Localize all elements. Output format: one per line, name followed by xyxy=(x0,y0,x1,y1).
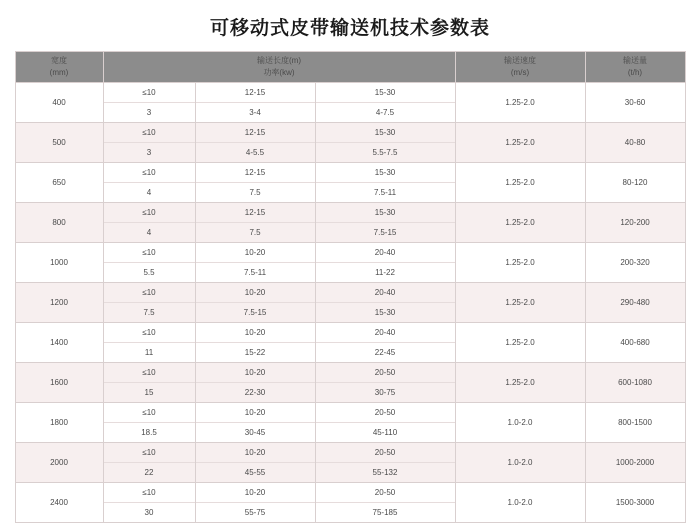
cell-group-1-length: ≤10 xyxy=(104,403,195,423)
cell-capacity: 1500-3000 xyxy=(585,483,685,523)
cell-speed: 1.25-2.0 xyxy=(455,83,585,123)
cell-capacity: 200-320 xyxy=(585,243,685,283)
cell-group-3-power: 30-75 xyxy=(374,388,396,397)
cell-width: 800 xyxy=(15,203,103,243)
cell-speed: 1.25-2.0 xyxy=(455,123,585,163)
cell-group-1-length: ≤10 xyxy=(104,83,195,103)
cell-capacity: 600-1080 xyxy=(585,363,685,403)
cell-group-3-length: 20-50 xyxy=(316,363,455,383)
cell-speed: 1.25-2.0 xyxy=(455,203,585,243)
cell-group-3-power: 7.5-11 xyxy=(373,188,397,197)
cell-group-1 xyxy=(103,363,195,403)
table-row xyxy=(15,363,685,403)
cell-speed: 1.0-2.0 xyxy=(455,403,585,443)
table-row xyxy=(15,163,685,203)
cell-group-3-power: 75-185 xyxy=(372,508,398,517)
cell-group-2 xyxy=(195,323,315,363)
cell-speed: 1.25-2.0 xyxy=(455,363,585,403)
table-row xyxy=(15,203,685,243)
cell-group-3-length: 20-40 xyxy=(316,283,455,303)
cell-group-1-power: 11 xyxy=(144,348,154,357)
cell-group-3-length: 15-30 xyxy=(316,163,455,183)
header-speed-main: 输送速度 xyxy=(504,56,536,66)
cell-group-2 xyxy=(195,243,315,283)
cell-group-1-length: ≤10 xyxy=(104,243,195,263)
cell-group-3 xyxy=(315,363,455,403)
cell-width: 1600 xyxy=(15,363,103,403)
table-row xyxy=(15,83,685,123)
cell-group-1-length: ≤10 xyxy=(104,203,195,223)
page-title: 可移动式皮带输送机技术参数表 xyxy=(209,18,490,39)
cell-group-2-power: 55-75 xyxy=(244,508,266,517)
cell-capacity: 400-680 xyxy=(585,323,685,363)
cell-group-2-length: 12-15 xyxy=(196,83,315,103)
header-capacity xyxy=(585,52,685,83)
cell-group-1-length: ≤10 xyxy=(104,483,195,503)
cell-group-1-power: 22 xyxy=(144,468,154,477)
cell-group-3-length: 15-30 xyxy=(316,203,455,223)
cell-group-3 xyxy=(315,283,455,323)
cell-group-2 xyxy=(195,483,315,523)
cell-group-2-power: 7.5-11 xyxy=(243,268,267,277)
cell-group-2-power: 30-45 xyxy=(244,428,266,437)
cell-group-3-power: 4-7.5 xyxy=(375,108,395,117)
cell-group-2-length: 10-20 xyxy=(196,443,315,463)
cell-group-1 xyxy=(103,323,195,363)
cell-group-3-length: 20-50 xyxy=(316,483,455,503)
cell-group-1 xyxy=(103,243,195,283)
cell-group-2 xyxy=(195,403,315,443)
cell-group-2 xyxy=(195,203,315,243)
cell-group-2-power: 45-55 xyxy=(244,468,266,477)
spec-table xyxy=(15,51,686,523)
cell-group-1-power: 3 xyxy=(146,148,152,157)
cell-group-3 xyxy=(315,443,455,483)
cell-group-2 xyxy=(195,163,315,203)
cell-group-1-length: ≤10 xyxy=(104,123,195,143)
cell-group-3-power: 55-132 xyxy=(372,468,398,477)
cell-group-2-power: 22-30 xyxy=(244,388,266,397)
header-width-sub: (mm) xyxy=(49,68,69,77)
cell-group-3-length: 15-30 xyxy=(316,123,455,143)
cell-group-3-length: 15-30 xyxy=(316,83,455,103)
cell-group-2-length: 10-20 xyxy=(196,403,315,423)
cell-capacity: 80-120 xyxy=(585,163,685,203)
header-length-power xyxy=(103,52,455,83)
cell-group-3 xyxy=(315,323,455,363)
cell-group-2-power: 3-4 xyxy=(249,108,261,117)
cell-group-3-power: 5.5-7.5 xyxy=(372,148,398,157)
table-row xyxy=(15,123,685,163)
table-row xyxy=(15,243,685,283)
cell-group-1-power: 3 xyxy=(146,108,152,117)
cell-group-1-power: 4 xyxy=(146,188,152,197)
cell-group-1 xyxy=(103,123,195,163)
cell-width: 1400 xyxy=(15,323,103,363)
header-speed-sub: (m/s) xyxy=(510,68,530,77)
cell-group-2-power: 4-5.5 xyxy=(245,148,265,157)
cell-capacity: 30-60 xyxy=(585,83,685,123)
cell-group-3 xyxy=(315,163,455,203)
cell-speed: 1.25-2.0 xyxy=(455,243,585,283)
cell-group-1-power: 7.5 xyxy=(143,308,155,317)
cell-group-2-length: 10-20 xyxy=(196,323,315,343)
cell-group-3-length: 20-50 xyxy=(316,403,455,423)
header-capacity-main: 输送量 xyxy=(623,56,647,66)
cell-group-3 xyxy=(315,83,455,123)
header-width xyxy=(15,52,103,83)
cell-group-1-length: ≤10 xyxy=(104,283,195,303)
cell-width: 1000 xyxy=(15,243,103,283)
cell-group-2-length: 10-20 xyxy=(196,283,315,303)
cell-group-3-power: 45-110 xyxy=(372,428,398,437)
header-speed xyxy=(455,52,585,83)
cell-group-2-power: 15-22 xyxy=(244,348,266,357)
cell-group-1 xyxy=(103,403,195,443)
cell-group-2-length: 12-15 xyxy=(196,123,315,143)
cell-group-2-length: 12-15 xyxy=(196,163,315,183)
cell-group-1-power: 5.5 xyxy=(143,268,155,277)
cell-group-2-length: 10-20 xyxy=(196,483,315,503)
cell-group-3-length: 20-40 xyxy=(316,243,455,263)
cell-group-2-power: 7.5 xyxy=(249,188,261,197)
cell-group-2 xyxy=(195,123,315,163)
cell-group-1 xyxy=(103,203,195,243)
cell-group-1-power: 30 xyxy=(144,508,154,517)
cell-group-1 xyxy=(103,163,195,203)
header-row xyxy=(15,52,685,83)
cell-group-3-power: 15-30 xyxy=(374,308,396,317)
cell-group-1 xyxy=(103,283,195,323)
cell-group-3-length: 20-50 xyxy=(316,443,455,463)
cell-group-3 xyxy=(315,483,455,523)
cell-group-3-power: 22-45 xyxy=(374,348,396,357)
cell-capacity: 290-480 xyxy=(585,283,685,323)
cell-group-1-length: ≤10 xyxy=(104,363,195,383)
cell-group-3 xyxy=(315,203,455,243)
cell-group-2-length: 10-20 xyxy=(196,363,315,383)
cell-group-1-length: ≤10 xyxy=(104,443,195,463)
cell-group-1 xyxy=(103,83,195,123)
cell-width: 400 xyxy=(15,83,103,123)
cell-capacity: 40-80 xyxy=(585,123,685,163)
cell-group-2-length: 12-15 xyxy=(196,203,315,223)
table-row xyxy=(15,403,685,443)
cell-group-3 xyxy=(315,243,455,283)
cell-group-2 xyxy=(195,283,315,323)
cell-group-1-length: ≤10 xyxy=(104,323,195,343)
cell-group-1-length: ≤10 xyxy=(104,163,195,183)
cell-group-2 xyxy=(195,443,315,483)
cell-group-2 xyxy=(195,83,315,123)
cell-capacity: 800-1500 xyxy=(585,403,685,443)
cell-group-2-power: 7.5-15 xyxy=(243,308,267,317)
table-body xyxy=(15,83,685,523)
cell-width: 2000 xyxy=(15,443,103,483)
header-length-main: 输送长度(m) xyxy=(257,56,301,66)
cell-group-1-power: 18.5 xyxy=(141,428,157,437)
cell-speed: 1.25-2.0 xyxy=(455,163,585,203)
cell-group-1-power: 4 xyxy=(146,228,152,237)
header-capacity-sub: (t/h) xyxy=(627,68,643,77)
cell-group-1-power: 15 xyxy=(144,388,154,397)
cell-width: 1800 xyxy=(15,403,103,443)
table-header xyxy=(15,52,685,83)
cell-group-2-power: 7.5 xyxy=(249,228,261,237)
cell-speed: 1.0-2.0 xyxy=(455,483,585,523)
cell-width: 2400 xyxy=(15,483,103,523)
cell-group-2-length: 10-20 xyxy=(196,243,315,263)
cell-capacity: 120-200 xyxy=(585,203,685,243)
table-row xyxy=(15,483,685,523)
cell-width: 650 xyxy=(15,163,103,203)
cell-speed: 1.0-2.0 xyxy=(455,443,585,483)
cell-group-3-power: 11-22 xyxy=(375,268,395,277)
header-power-sub: 功率(kw) xyxy=(263,68,295,77)
cell-width: 1200 xyxy=(15,283,103,323)
table-row xyxy=(15,283,685,323)
cell-group-1 xyxy=(103,443,195,483)
cell-group-1 xyxy=(103,483,195,523)
cell-group-3-power: 7.5-15 xyxy=(373,228,397,237)
header-width-main: 宽度 xyxy=(51,56,67,66)
cell-capacity: 1000-2000 xyxy=(585,443,685,483)
cell-group-3 xyxy=(315,403,455,443)
table-row xyxy=(15,323,685,363)
cell-group-2 xyxy=(195,363,315,403)
cell-group-3-length: 20-40 xyxy=(316,323,455,343)
cell-speed: 1.25-2.0 xyxy=(455,283,585,323)
cell-width: 500 xyxy=(15,123,103,163)
cell-speed: 1.25-2.0 xyxy=(455,323,585,363)
cell-group-3 xyxy=(315,123,455,163)
table-row xyxy=(15,443,685,483)
